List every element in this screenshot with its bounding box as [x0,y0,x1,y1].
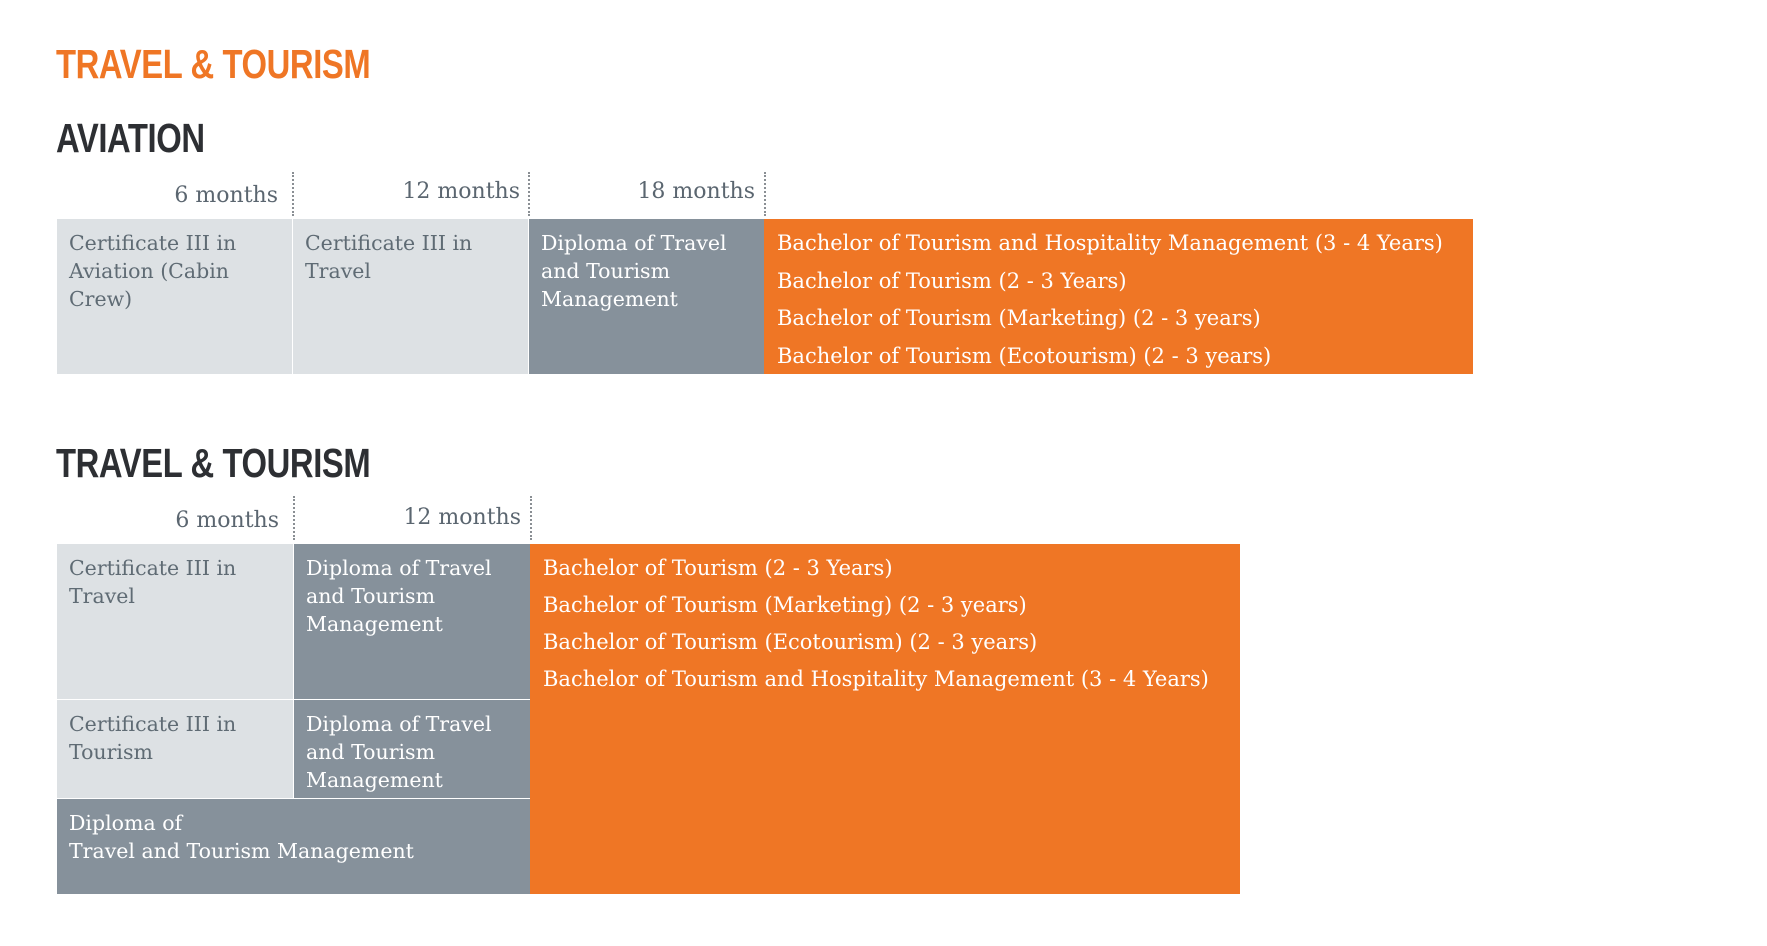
bachelor-item: Bachelor of Tourism (Marketing) (2 - 3 years) [543,593,1027,617]
divider [764,172,766,216]
divider [293,496,295,540]
full-diploma-box [57,799,530,894]
bachelor-item: Bachelor of Tourism (2 - 3 Years) [777,268,1127,293]
box-label: Diploma of Travel and Tourism Management [541,231,727,311]
section-title-travel-tourism: TRAVEL & TOURISM [56,440,371,486]
box-label: Travel and Tourism Management [69,839,414,863]
tourism-cert-tourism-box [57,700,293,798]
duration-label: 12 months [403,505,521,530]
box-label: Certificate III in Tourism [69,712,237,764]
box-label: Diploma of Travel and Tourism Management [306,712,492,792]
bachelor-item: Bachelor of Tourism (Ecotourism) (2 - 3 years) [543,630,1038,654]
duration-label: 12 months [402,179,520,204]
box-label: Certificate III in Travel [305,231,473,283]
divider [528,172,530,216]
duration-label: 6 months [175,508,279,533]
aviation-cert-travel-box [293,219,528,374]
bachelor-item: Bachelor of Tourism (Marketing) (2 - 3 years) [777,306,1261,330]
bachelor-item: Bachelor of Tourism and Hospitality Management (3 - 4 Years) [543,667,1209,691]
divider [530,496,532,540]
travel-bachelors-box [530,544,1240,894]
bachelor-item: Bachelor of Tourism and Hospitality Management (3 - 4 Years) [777,231,1443,255]
travel-diploma-box [294,544,530,699]
box-label: Certificate III in Travel [69,556,237,608]
bachelor-item: Bachelor of Tourism (2 - 3 Years) [543,556,893,580]
box-label: Certificate III in Aviation (Cabin Crew) [69,231,237,311]
section-title-aviation: AVIATION [56,115,205,161]
aviation-cert-aviation-box [57,219,292,374]
box-label: Diploma of [69,811,183,835]
box-label: Diploma of Travel and Tourism Management [306,556,492,636]
duration-label: 18 months [637,179,755,204]
page-title: TRAVEL & TOURISM [56,41,371,87]
bachelor-item: Bachelor of Tourism (Ecotourism) (2 - 3 years) [777,343,1272,368]
aviation-bachelors-box [764,219,1473,374]
duration-label: 6 months [174,183,278,208]
aviation-diploma-box [529,219,764,374]
travel-cert-travel-box [57,544,293,699]
tourism-diploma-box [294,700,530,798]
divider [292,172,294,216]
